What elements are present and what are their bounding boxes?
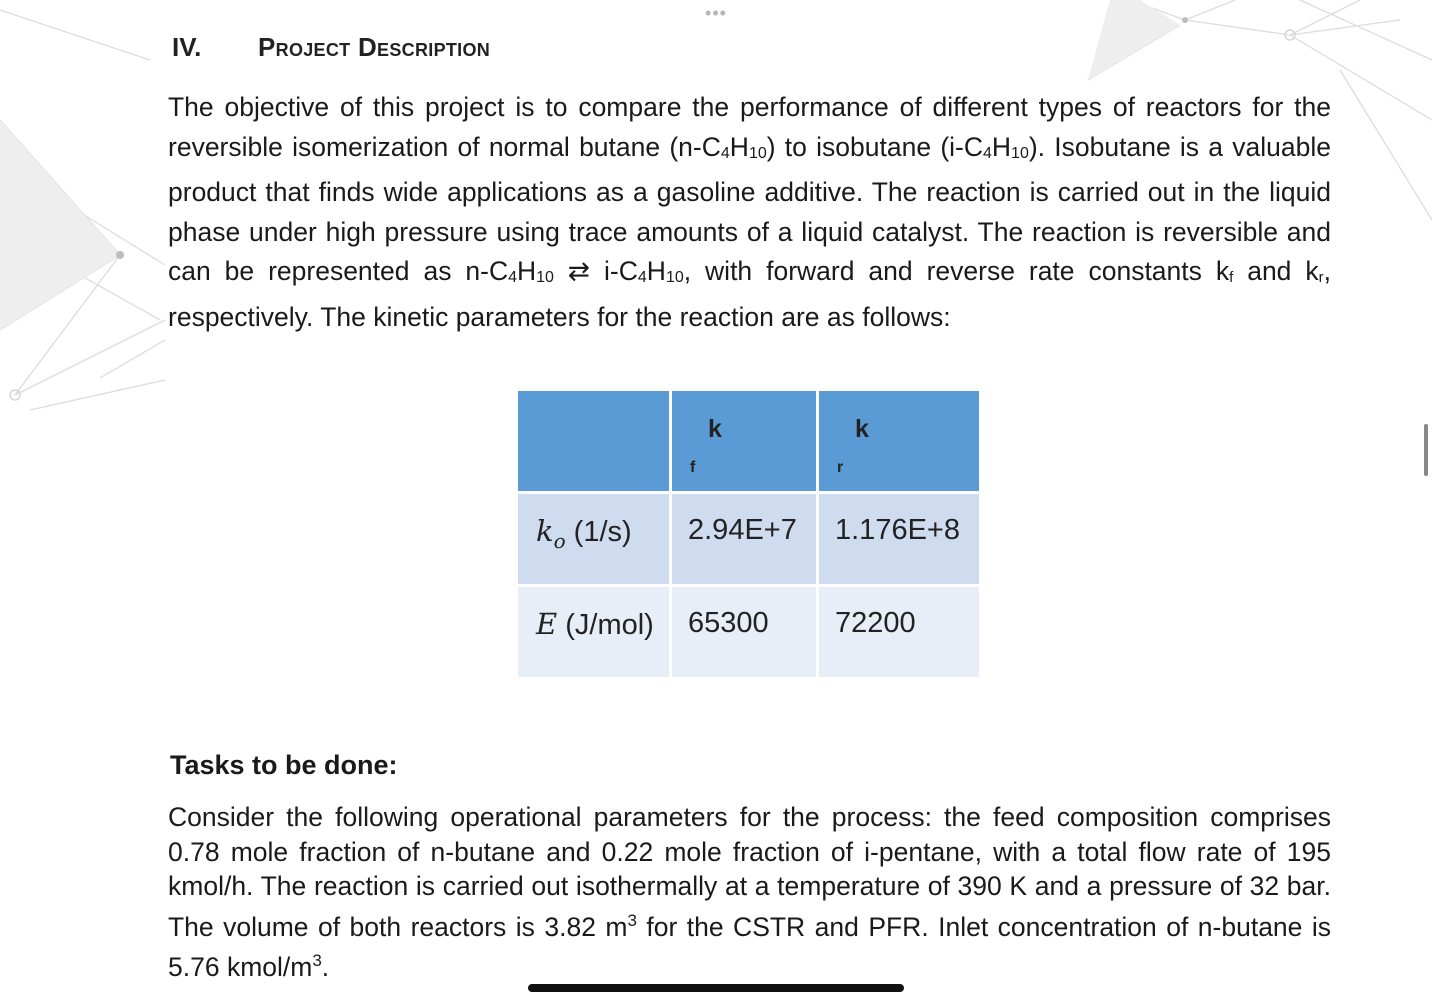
- cell-kf-value: 65300: [671, 586, 818, 679]
- section-number: IV.: [172, 32, 202, 62]
- home-indicator[interactable]: [528, 984, 904, 992]
- table-header-row: [517, 390, 981, 493]
- row-label: $k_o$ (1/s): [517, 493, 671, 586]
- row-label: E (J/mol): [517, 586, 671, 679]
- cell-kf-value: 2.94E+7: [671, 493, 818, 586]
- tasks-heading: Tasks to be done:: [170, 750, 398, 780]
- kinetic-parameters-table: [515, 388, 982, 680]
- equilibrium-arrow-icon: ⇄: [553, 256, 605, 287]
- table-row: [517, 586, 981, 679]
- table-header-kf: k $_f$: [671, 390, 818, 493]
- cell-kr-value: 1.176E+8: [818, 493, 981, 586]
- cell-kr-value: 72200: [818, 586, 981, 679]
- scroll-indicator[interactable]: [1424, 424, 1428, 476]
- section-title: Project Description: [258, 32, 491, 62]
- more-options-icon[interactable]: •••: [705, 3, 727, 23]
- table-header-kr: k $_r$: [818, 390, 981, 493]
- table-row: [517, 493, 981, 586]
- table-header-empty: [517, 390, 671, 493]
- section-heading: [172, 32, 490, 63]
- intro-paragraph: The objective of this project is to compare the performance of different types of reactors for the reversible isomerization of normal butane $(n-C_4H_{10})$ to isobutane $(i-C_4H_{10})$. Isobutane is a valuable product that finds wide applications as a gasoline additive. The reaction is carried out in the liquid phase under high pressure using trace amounts of a liquid catalyst. The reaction is reversible and can be represented as $n-C_4H_{10}$ ⇄ $i-C_4H_{10}$, with forward and reverse rate constants $k_f$ and $k_r$, respectively. The kinetic parameters for the reaction are as follows:: [168, 92, 1331, 332]
- tasks-paragraph: Consider the following operational parameters for the process: the feed composition comprises 0.78 mole fraction of n-butane and 0.22 mole fraction of i-pentane, with a total flow rate of 195 kmol/h. The reaction is carried out isothermally at a temperature of 390 K and a pressure of 32 bar. The volume of both reactors is 3.82 $m^3$ for the CSTR and PFR. Inlet concentration of n-butane is 5.76 kmol/$m^3$.: [168, 802, 1331, 982]
